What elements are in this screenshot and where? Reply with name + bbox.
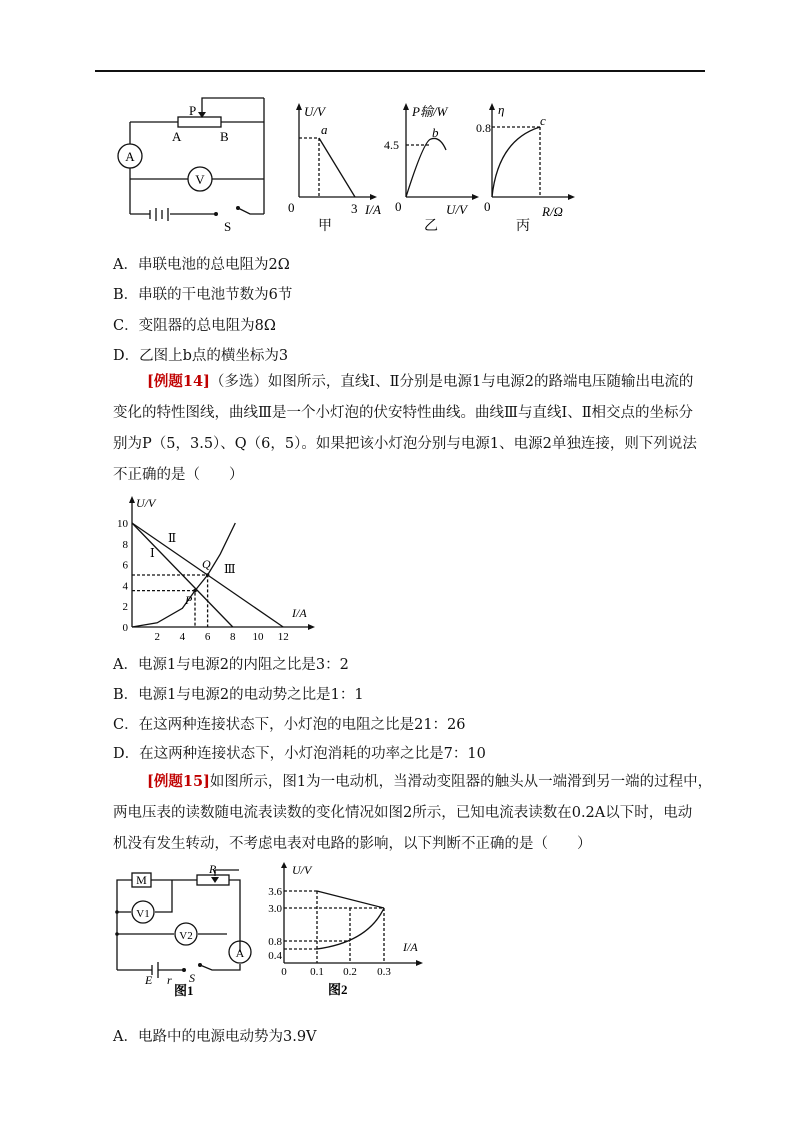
ex14-option-c[interactable]	[113, 713, 466, 734]
bing-point-c: c	[540, 113, 546, 128]
ex14-line-1	[113, 366, 713, 398]
option-letter: D．	[113, 348, 140, 364]
option-text: 在这两种连接状态下，小灯泡的电阻之比是21：26	[138, 717, 466, 733]
ex14-line-4: 不正确的是（ ）	[113, 467, 244, 483]
q13-option-d[interactable]	[113, 344, 288, 365]
bing-origin: 0	[484, 199, 491, 214]
ammeter-symbol: A	[125, 149, 135, 164]
option-letter: C．	[113, 717, 139, 733]
fig2-y-tick: 0.4	[268, 950, 282, 962]
ex14-option-a[interactable]	[113, 653, 349, 674]
y-tick-label: 8	[122, 538, 128, 551]
option-text: 乙图上b点的横坐标为3	[139, 348, 289, 364]
fig2-x-tick: 0.2	[343, 966, 357, 978]
ex14-option-d[interactable]	[113, 742, 486, 763]
terminal-b-label: B	[220, 129, 229, 144]
yi-x-axis-label: U/V	[446, 202, 467, 217]
fig2-x-axis-label: I/A	[403, 940, 418, 954]
option-text: 串联电池的总电阻为2Ω	[137, 257, 290, 273]
fig2-x-tick: 0	[281, 966, 287, 978]
yi-point-b: b	[432, 125, 439, 140]
slider-p-label: P	[189, 103, 197, 118]
resistor-r-label: R	[209, 862, 217, 876]
q13-option-a[interactable]	[113, 253, 290, 274]
option-letter: A．	[113, 657, 138, 673]
emf-e-label: E	[145, 973, 153, 987]
jia-origin: 0	[288, 200, 295, 215]
bing-y-tick-0-8: 0.8	[476, 121, 491, 135]
ex14-line-2: 变化的特性图线，曲线Ⅲ是一个小灯泡的伏安特性曲线。曲线Ⅲ与直线Ⅰ、Ⅱ相交点的坐标分	[113, 405, 694, 421]
fig2-y-tick: 3.6	[268, 886, 282, 898]
voltmeter-v2-symbol: V2	[179, 930, 193, 942]
option-letter: D．	[113, 746, 140, 762]
option-letter: B．	[113, 687, 139, 703]
option-letter: A．	[113, 257, 138, 273]
line-1-label: Ⅰ	[150, 546, 155, 560]
ex15-figure-1-circuit	[112, 862, 262, 1000]
fig2-y-tick: 3.0	[268, 903, 282, 915]
yi-y-axis-label: P输/W	[412, 104, 448, 119]
ex15-text-1: 如图所示，图1为一电动机，当滑动变阻器的触头从一端滑到另一端的过程中，	[209, 774, 713, 790]
ex15-line-3: 机没有发生转动，不考虑电表对电路的影响，以下判断不正确的是（ ）	[113, 836, 592, 852]
ex15-question	[113, 766, 713, 860]
yi-y-tick-4-5: 4.5	[384, 138, 399, 152]
ex14-option-b[interactable]	[113, 683, 364, 704]
option-letter: A．	[113, 1029, 138, 1045]
voltmeter-symbol: V	[195, 172, 205, 187]
fig1-caption: 图1	[174, 983, 194, 998]
graph-yi	[384, 100, 484, 240]
internal-r-label: r	[167, 973, 172, 987]
x-tick-label: 12	[277, 631, 289, 643]
ex15-option-a[interactable]	[113, 1025, 317, 1046]
switch-s-label: S	[224, 219, 232, 234]
fig2-y-axis-label: U/V	[292, 863, 312, 877]
option-text: 串联的干电池节数为6节	[138, 287, 293, 303]
graph-jia	[282, 100, 382, 240]
option-text: 电路中的电源电动势为3.9V	[137, 1029, 317, 1045]
bing-x-axis-label: R/Ω	[542, 204, 563, 219]
graph-bing	[476, 100, 586, 240]
curve-3-label: Ⅲ	[224, 562, 236, 576]
ex14-tag: [例题14]	[147, 373, 210, 390]
x-tick-label: 8	[230, 631, 236, 643]
y-tick-label: 0	[122, 622, 128, 634]
ex15-line-2: 两电压表的读数随电流表读数的变化情况如图2所示，已知电流表读数在0.2A以下时，电动	[113, 805, 693, 821]
point-p-label: P	[185, 593, 193, 607]
option-letter: C．	[113, 318, 139, 334]
ex14-ui-chart	[110, 495, 320, 643]
voltmeter-v1-symbol: V1	[136, 908, 150, 920]
intersection-point-q	[206, 573, 210, 577]
fig2-caption: 图2	[328, 982, 348, 997]
bing-caption: 丙	[516, 219, 530, 234]
ex15-line-1	[113, 766, 713, 798]
yi-caption: 乙	[424, 219, 438, 234]
jia-x-axis-label: I/A	[365, 202, 381, 217]
ex15-figure-2-graph	[268, 862, 428, 1000]
point-q-label: Q	[202, 557, 211, 571]
option-text: 电源1与电源2的电动势之比是1：1	[138, 687, 364, 703]
motor-m-symbol: M	[136, 873, 147, 887]
q13-option-c[interactable]	[113, 314, 276, 335]
intersection-point-p	[193, 589, 197, 593]
jia-x-tick-3: 3	[351, 201, 358, 216]
option-text: 电源1与电源2的内阻之比是3：2	[137, 657, 349, 673]
jia-point-a: a	[321, 122, 328, 137]
jia-caption: 甲	[318, 219, 332, 234]
line-2-label: Ⅱ	[168, 531, 177, 545]
x-tick-label: 2	[154, 631, 160, 643]
option-text: 在这两种连接状态下，小灯泡消耗的功率之比是7：10	[139, 746, 486, 762]
ex15-tag: [例题15]	[147, 773, 210, 790]
fig2-x-tick: 0.3	[377, 966, 391, 978]
yi-origin: 0	[395, 199, 402, 214]
y-tick-label: 2	[122, 601, 128, 614]
terminal-a-label: A	[172, 129, 182, 144]
x-tick-label: 4	[179, 631, 186, 643]
header-rule	[95, 70, 705, 72]
ex14-text-1: （多选）如图所示，直线Ⅰ、Ⅱ分别是电源1与电源2的路端电压随输出电流的	[209, 374, 694, 390]
fig2-x-tick: 0.1	[310, 966, 324, 978]
ex14-y-axis-label: U/V	[136, 496, 156, 510]
y-tick-label: 4	[122, 580, 128, 593]
ex14-x-axis-label: I/A	[292, 606, 307, 620]
y-tick-label: 6	[122, 559, 128, 572]
y-tick-label: 10	[117, 518, 128, 530]
switch-s-label: S	[189, 971, 195, 985]
top-circuit-diagram	[110, 92, 280, 232]
jia-y-axis-label: U/V	[304, 104, 325, 119]
ex14-line-3: 别为P（5，3.5）、Q（6，5）。如果把该小灯泡分别与电源1、电源2单独连接，则下列说法	[113, 436, 697, 452]
fig2-y-tick: 0.8	[268, 936, 282, 948]
ammeter-a-symbol: A	[235, 946, 245, 960]
x-tick-label: 10	[252, 631, 264, 643]
option-letter: B．	[113, 287, 139, 303]
option-text: 变阻器的总电阻为8Ω	[138, 318, 276, 334]
bing-y-axis-label: η	[498, 102, 505, 117]
x-tick-label: 6	[204, 631, 211, 643]
q13-option-b[interactable]	[113, 283, 292, 304]
ex14-question	[113, 366, 713, 491]
